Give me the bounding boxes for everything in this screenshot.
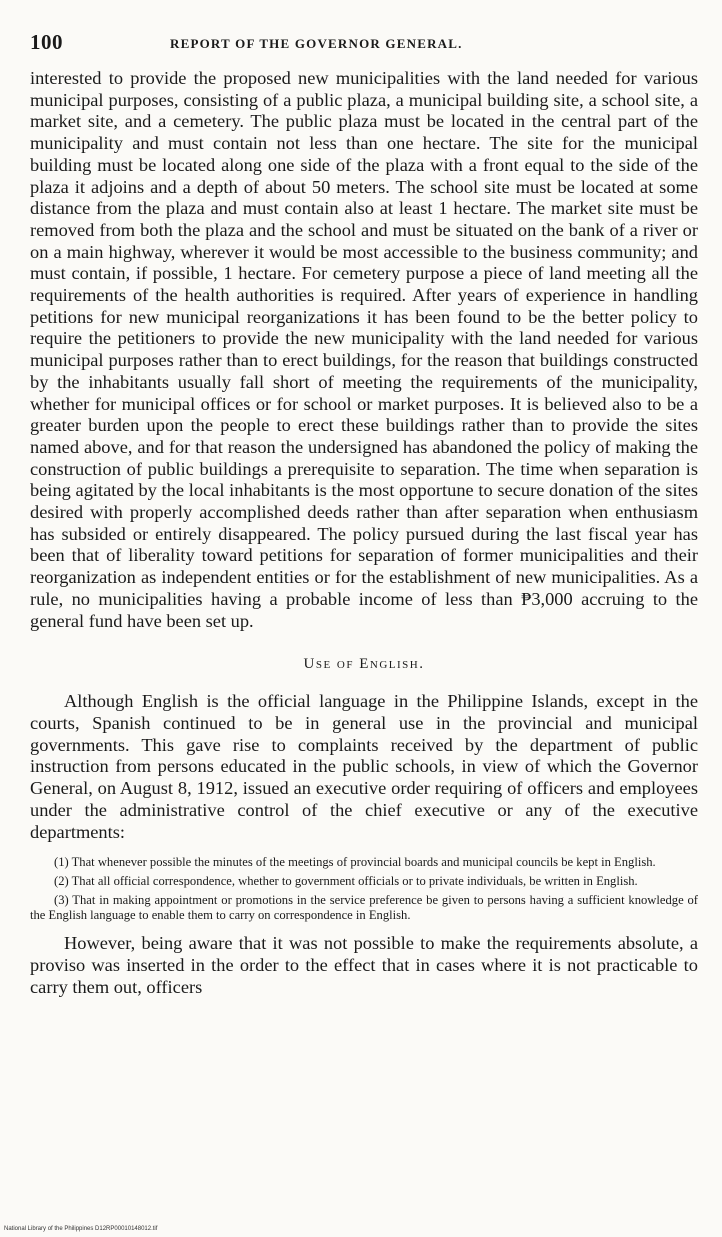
paragraph-municipal-sites: interested to provide the proposed new municipalities with the land needed for various municipal purposes, consisting of a public plaza, a municipal building site, a school site, a market site, and a cemetery. The public plaza must be located in the central part of the municipality and must contain not less than one hectare. The site for the municipal building must be located along one side of the plaza with a front equal to the side of the plaza it adjoins and a depth of about 50 meters. The school site must be located at some distance from the plaza and must contain also at least 1 hectare. The market site must be removed from both the plaza and the school and must be situated on the bank of a river or on a main highway, wherever it would be most accessible to the business community; and must contain, if possible, 1 hectare. For cemetery purpose a piece of land meeting all the requirements of the health authorities is required. After years of experience in handling petitions for new municipal reorganizations it has been found to be the better policy to require the petitioners to provide the new municipality with the land needed for various municipal purposes rather than to erect buildings, for the reason that buildings constructed by the inhabitants usually fall short of meeting the requirements of the municipality, whether for municipal offices or for school or market purposes. It is believed also to be a greater burden upon the people to erect these buildings rather than to provide the sites named above, and for that reason the undersigned has abandoned the policy of making the construction of public buildings a prerequisite to separation. The time when separation is being agitated by the local inhabitants is the most opportune to secure donation of the sites desired with properly accomplished deeds rather than after separation when enthusiasm has subsided or entirely disappeared. The policy pursued during the last fiscal year has been that of liberality toward petitions for separation of former municipalities and their reorganization as independent entities or for the establishment of new municipalities. As a rule, no municipalities having a probable income of less than ₱3,000 accruing to the general fund have been set up.: [30, 68, 698, 631]
scan-footer: National Library of the Philippines D12RP00010148012.tif: [4, 1226, 158, 1232]
body-text: [30, 68, 698, 998]
running-head: REPORT OF THE GOVERNOR GENERAL.: [170, 36, 463, 51]
page-header: [30, 30, 698, 56]
list-item: (3) That in making appointment or promotions in the service preference be given to persons having a sufficient knowledge of the English language to enable them to carry on correspondence in English.: [30, 893, 698, 923]
paragraph-use-of-english: Although English is the official language in the Philippine Islands, except in the courts, Spanish continued to be in general use in the provincial and municipal governments. This gave rise to complaints received by the department of public instruction from persons educated in the public schools, in view of which the Governor General, on August 8, 1912, issued an executive order requiring of officers and employees under the administrative control of the chief executive or any of the executive departments:: [30, 691, 698, 842]
executive-order-list: [30, 855, 698, 923]
page-number: 100: [30, 30, 63, 54]
paragraph-proviso: However, being aware that it was not possible to make the requirements absolute, a proviso was inserted in the order to the effect that in cases where it is not practicable to carry them out, officers: [30, 933, 698, 997]
list-item: (2) That all official correspondence, whether to government officials or to private individuals, be written in English.: [54, 874, 638, 889]
list-item: (1) That whenever possible the minutes of the meetings of provincial boards and municipal councils be kept in English.: [54, 855, 656, 870]
section-heading: Use of English.: [303, 656, 425, 673]
